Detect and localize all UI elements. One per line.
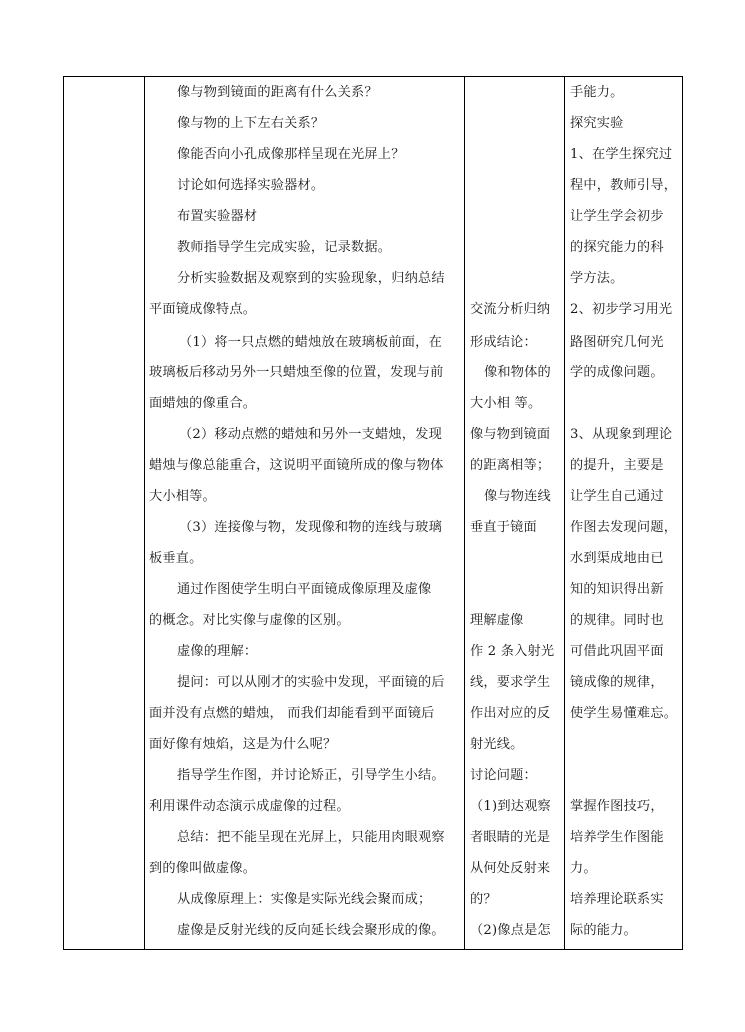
text-line: 手能力。 xyxy=(570,85,624,100)
text-line: 镜成像的规律， xyxy=(570,675,664,690)
text-line: 教师指导学生完成实验，记录数据。 xyxy=(177,240,392,255)
text-line: 面好像有烛焰，这是为什么呢？ xyxy=(149,737,337,752)
text-line: 蜡烛与像总能重合，这说明平面镜所成的像与物体 xyxy=(149,458,444,473)
text-line: 的提升，主要是 xyxy=(570,458,664,473)
text-line: 学方法。 xyxy=(570,271,624,286)
text-line: 水到渠成地由已 xyxy=(570,551,664,566)
text-line: 布置实验器材 xyxy=(177,209,258,224)
text-line: 路图研究几何光 xyxy=(570,335,664,350)
text-line: 面蜡烛的像重合。 xyxy=(149,396,257,411)
text-line: 像和物体的 xyxy=(484,365,551,380)
text-line: 虚像的理解： xyxy=(177,644,258,659)
text-line: 学的成像问题。 xyxy=(570,365,664,380)
text-line: 像能否向小孔成像那样呈现在光屏上？ xyxy=(177,147,405,162)
text-line: 利用课件动态演示成虚像的过程。 xyxy=(149,799,350,814)
text-line: 讨论如何选择实验器材。 xyxy=(177,178,325,193)
text-line: 交流分析归纳 xyxy=(470,302,551,317)
text-line: 玻璃板后移动另外一只蜡烛至像的位置，发现与前 xyxy=(149,365,444,380)
text-line: 3、从现象到理论 xyxy=(570,427,673,442)
text-line: 线，要求学生 xyxy=(470,675,551,690)
teacher-activity-column xyxy=(145,77,464,949)
text-line: 的规律。同时也 xyxy=(570,613,664,628)
text-line: 作出对应的反 xyxy=(470,706,551,721)
text-line: 程中，教师引导， xyxy=(570,178,678,193)
text-line: 让学生学会初步 xyxy=(570,209,664,224)
text-line: 总结：把不能呈现在光屏上，只能用肉眼观察 xyxy=(177,830,445,845)
text-line: 提问：可以从刚才的实验中发现，平面镜的后 xyxy=(177,675,445,690)
text-line: （1)到达观察 xyxy=(470,799,551,814)
text-line: 让学生自己通过 xyxy=(570,489,664,504)
lesson-plan-table xyxy=(63,76,683,950)
student-activity-column xyxy=(465,77,564,949)
text-line: 际的能力。 xyxy=(570,923,637,938)
text-line: （2)像点是怎 xyxy=(470,923,551,938)
text-line: 理解虚像 xyxy=(470,613,524,628)
text-line: 大小相 等。 xyxy=(470,396,542,411)
text-line: 射光线。 xyxy=(470,737,524,752)
text-line: 垂直于镜面 xyxy=(470,520,537,535)
text-line: 作 2 条入射光 xyxy=(470,644,555,659)
text-line: （2）移动点燃的蜡烛和另外一支蜡烛，发现 xyxy=(179,427,442,442)
text-line: 像与物到镜面 xyxy=(470,427,551,442)
design-intent-column xyxy=(565,77,682,949)
text-line: 作图去发现问题， xyxy=(570,520,678,535)
text-line: 培养学生作图能 xyxy=(570,830,664,845)
text-line: 从何处反射来 xyxy=(470,861,551,876)
text-line: 者眼睛的光是 xyxy=(470,830,551,845)
text-line: 形成结论： xyxy=(470,335,537,350)
text-line: 通过作图使学生明白平面镜成像原理及虚像 xyxy=(177,582,432,597)
text-line: 指导学生作图，并讨论矫正，引导学生小结。 xyxy=(177,768,445,783)
text-line: 力。 xyxy=(570,861,597,876)
text-line: 像与物连线 xyxy=(484,489,551,504)
text-line: 从成像原理上：实像是实际光线会聚而成； xyxy=(177,892,432,907)
text-line: 像与物到镜面的距离有什么关系？ xyxy=(177,85,378,100)
text-line: 使学生易懂难忘。 xyxy=(570,706,678,721)
text-line: 平面镜成像特点。 xyxy=(149,302,257,317)
text-line: 培养理论联系实 xyxy=(570,892,664,907)
text-line: （1）将一只点燃的蜡烛放在玻璃板前面，在 xyxy=(179,335,442,350)
text-line: 讨论问题： xyxy=(470,768,537,783)
text-line: （3）连接像与物，发现像和物的连线与玻璃 xyxy=(179,520,442,535)
text-line: 分析实验数据及观察到的实验现象，归纳总结 xyxy=(177,271,445,286)
text-line: 板垂直。 xyxy=(149,551,203,566)
text-line: 探究实验 xyxy=(570,116,624,131)
text-line: 1、在学生探究过 xyxy=(570,147,673,162)
text-line: 像与物的上下左右关系？ xyxy=(177,116,325,131)
text-line: 的探究能力的科 xyxy=(570,240,664,255)
text-line: 2、初步学习用光 xyxy=(570,302,673,317)
text-line: 掌握作图技巧， xyxy=(570,799,664,814)
text-line: 面并没有点燃的蜡烛， 而我们却能看到平面镜后 xyxy=(149,706,435,721)
text-line: 的距离相等； xyxy=(470,458,551,473)
text-line: 知的知识得出新 xyxy=(570,582,664,597)
text-line: 可借此巩固平面 xyxy=(570,644,664,659)
text-line: 的？ xyxy=(470,892,497,907)
stage-column xyxy=(64,77,144,949)
text-line: 的概念。对比实像与虚像的区别。 xyxy=(149,613,350,628)
text-line: 大小相等。 xyxy=(149,489,216,504)
text-line: 虚像是反射光线的反向延长线会聚形成的像。 xyxy=(177,923,445,938)
text-line: 到的像叫做虚像。 xyxy=(149,861,257,876)
